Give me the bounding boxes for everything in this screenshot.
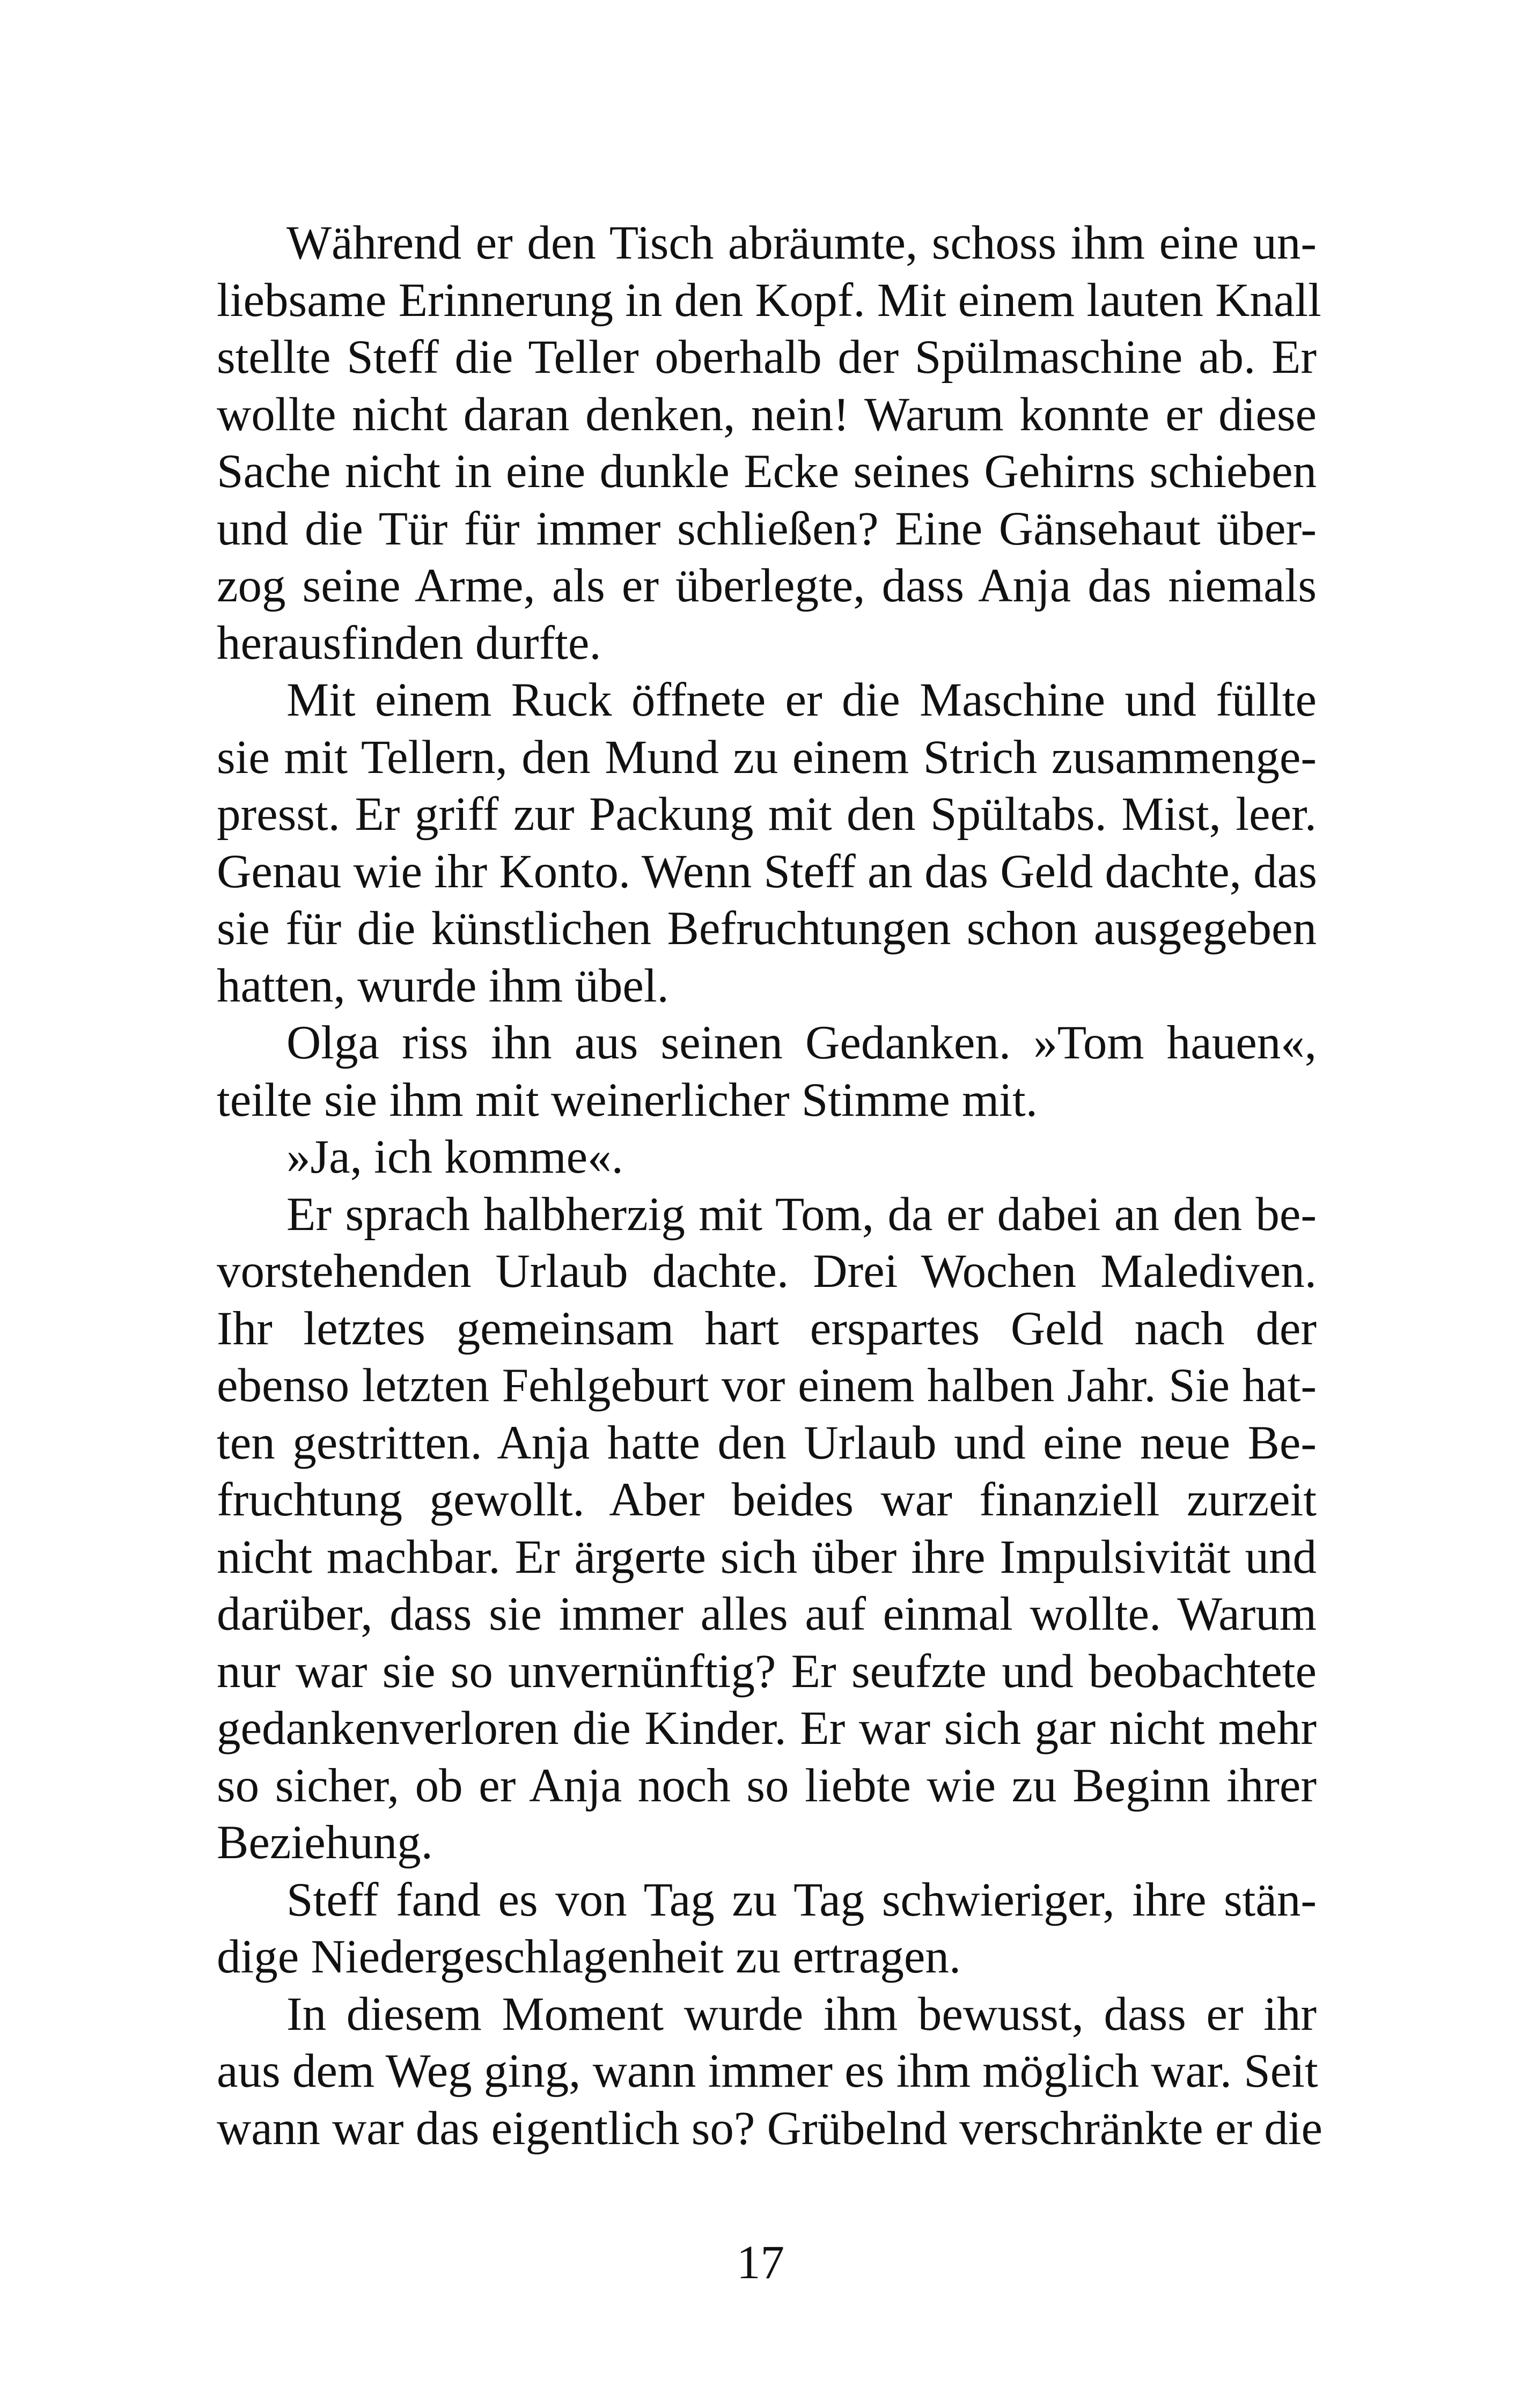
paragraph xyxy=(217,672,1317,1014)
text-line: stellte Steff die Teller oberhalb der Spülmaschine ab. Er xyxy=(217,331,1317,384)
text-line: Während er den Tisch abräumte, schoss ihm eine un- xyxy=(286,217,1317,269)
text-line: aus dem Weg ging, wann immer es ihm möglich war. Seit xyxy=(217,2045,1318,2097)
text-line: Olga riss ihn aus seinen Gedanken. »Tom hauen«, xyxy=(286,1017,1317,1069)
text-line: presst. Er griff zur Packung mit den Spültabs. Mist, leer. xyxy=(217,788,1317,841)
text-line: Ihr letztes gemeinsam hart erspartes Geld nach der xyxy=(217,1302,1317,1355)
text-line: teilte sie ihm mit weinerlicher Stimme mit. xyxy=(217,1073,1038,1126)
text-line: zog seine Arme, als er überlegte, dass Anja das niemals xyxy=(217,559,1317,612)
text-line: fruchtung gewollt. Aber beides war finanziell zurzeit xyxy=(217,1474,1317,1526)
text-line: sie mit Tellern, den Mund zu einem Strich zusammenge- xyxy=(217,731,1317,784)
text-line: hatten, wurde ihm übel. xyxy=(217,959,669,1012)
text-line: Steff fand es von Tag zu Tag schwieriger, ihre stän- xyxy=(286,1873,1317,1926)
paragraph xyxy=(217,1014,1317,1129)
text-line: und die Tür für immer schließen? Eine Gänsehaut über- xyxy=(217,502,1317,555)
text-line: nur war sie so unvernünftig? Er seufzte und beobachtete xyxy=(217,1645,1317,1698)
text-line: sie für die künstlichen Befruchtungen schon ausgegeben xyxy=(217,902,1317,955)
text-line: Sache nicht in eine dunkle Ecke seines Gehirns schieben xyxy=(217,445,1317,498)
text-line: ten gestritten. Anja hatte den Urlaub und eine neue Be- xyxy=(217,1416,1317,1469)
text-line: herausfinden durfte. xyxy=(217,616,601,669)
text-line: wann war das eigentlich so? Grübelnd verschränkte er die xyxy=(217,2102,1323,2155)
paragraph xyxy=(217,1986,1323,2157)
text-line: ebenso letzten Fehlgeburt vor einem halben Jahr. Sie hat- xyxy=(217,1359,1317,1412)
text-line: wollte nicht daran denken, nein! Warum konnte er diese xyxy=(217,388,1317,441)
text-line: nicht machbar. Er ärgerte sich über ihre Impulsivität und xyxy=(217,1530,1317,1584)
text-line: gedankenverloren die Kinder. Er war sich gar nicht mehr xyxy=(217,1702,1317,1755)
text-line: In diesem Moment wurde ihm bewusst, dass er ihr xyxy=(286,1987,1317,2041)
text-line: »Ja, ich komme«. xyxy=(286,1131,623,1183)
text-line: liebsame Erinnerung in den Kopf. Mit einem lauten Knall xyxy=(217,274,1321,327)
page-number: 17 xyxy=(737,2236,784,2289)
paragraph xyxy=(217,1186,1317,1872)
paragraph xyxy=(217,1872,1317,1986)
text-line: vorstehenden Urlaub dachte. Drei Wochen Malediven. xyxy=(217,1245,1317,1298)
body-text xyxy=(217,215,1323,2157)
paragraph xyxy=(217,215,1321,672)
text-line: darüber, dass sie immer alles auf einmal wollte. Warum xyxy=(217,1588,1317,1640)
text-line: so sicher, ob er Anja noch so liebte wie zu Beginn ihrer xyxy=(217,1759,1317,1812)
text-line: Genau wie ihr Konto. Wenn Steff an das Geld dachte, das xyxy=(217,845,1317,898)
text-line: Beziehung. xyxy=(217,1816,433,1869)
text-line: Er sprach halbherzig mit Tom, da er dabei an den be- xyxy=(286,1188,1317,1241)
paragraph xyxy=(217,1129,1317,1186)
text-line: dige Niedergeschlagenheit zu ertragen. xyxy=(217,1931,961,1983)
text-line: Mit einem Ruck öffnete er die Maschine und füllte xyxy=(286,674,1317,726)
